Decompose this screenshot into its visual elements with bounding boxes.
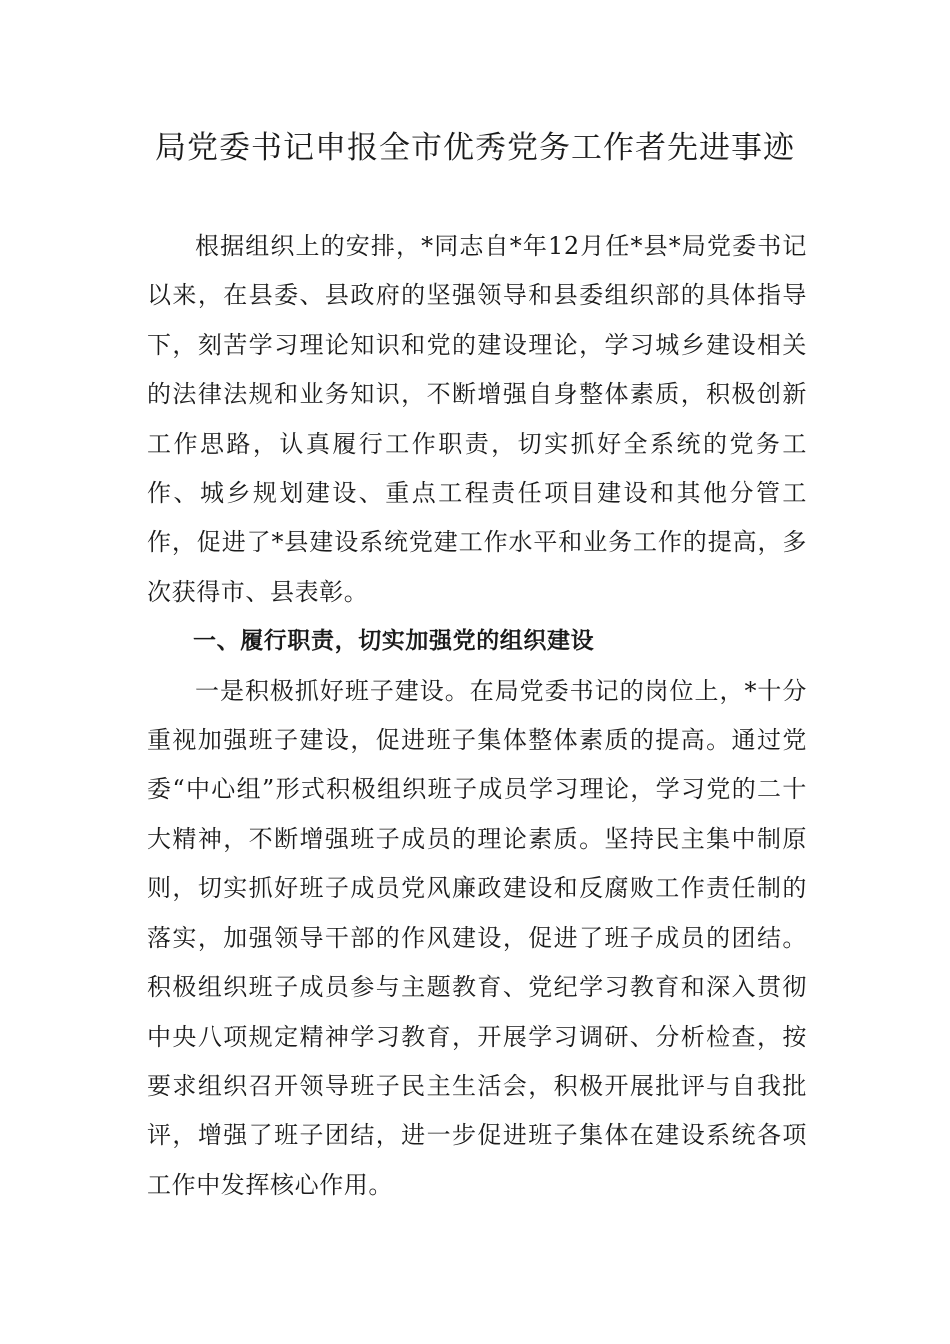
document-title: 局党委书记申报全市优秀党务工作者先进事迹	[155, 130, 795, 166]
intro-paragraph: 根据组织上的安排，*同志自*年12月任*县*局党委书记以来，在县委、县政府的坚强领导和县委组织部的具体指导下，刻苦学习理论知识和党的建设理论，学习城乡建设相关的法律法规和业务知识，不断增强自身整体素质，积极创新工作思路，认真履行工作职责，切实抓好全系统的党务工作、城乡规划建设、重点工程责任项目建设和其他分管工作，促进了*县建设系统党建工作水平和业务工作的提高，多次获得市、县表彰。	[147, 232, 807, 606]
section-1-paragraph-1: 一是积极抓好班子建设。在局党委书记的岗位上，*十分重视加强班子建设，促进班子集体整体素质的提高。通过党委“中心组”形式积极组织班子成员学习理论，学习党的二十大精神，不断增强班子成员的理论素质。坚持民主集中制原则，切实抓好班子成员党风廉政建设和反腐败工作责任制的落实，加强领导干部的作风建设，促进了班子成员的团结。积极组织班子成员参与主题教育、党纪学习教育和深入贯彻中央八项规定精神学习教育，开展学习调研、分析检查，按要求组织召开领导班子民主生活会，积极开展批评与自我批评，增强了班子团结，进一步促进班子集体在建设系统各项工作中发挥核心作用。	[147, 676, 807, 1199]
document-body	[147, 222, 807, 1210]
section-heading-1: 一、履行职责，切实加强党的组织建设	[193, 628, 595, 655]
